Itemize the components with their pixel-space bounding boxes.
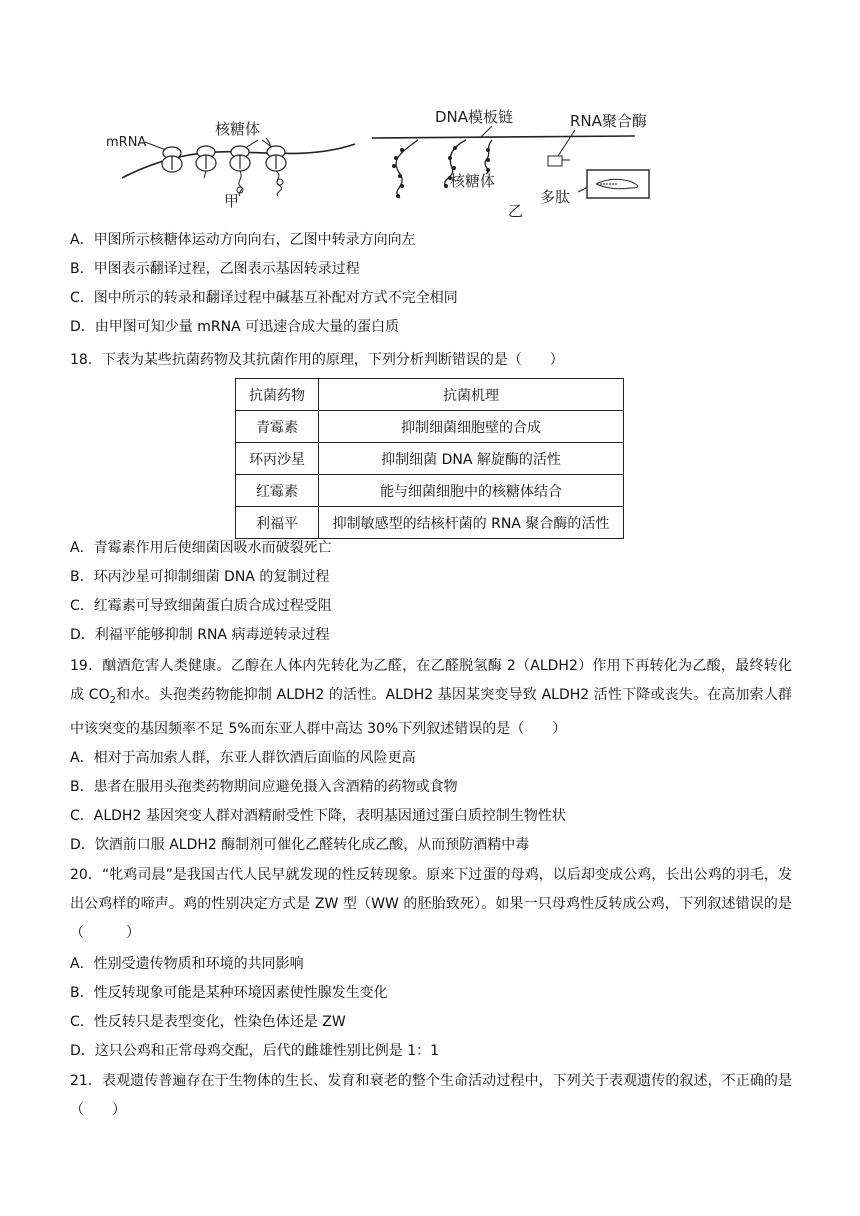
translation-transcription-figure — [100, 98, 670, 218]
q17-option-c: C．图中所示的转录和翻译过程中碱基互补配对方式不完全相同 — [70, 290, 458, 306]
dna-template-label: DNA模板链 — [435, 108, 514, 126]
q20-option-d: D．这只公鸡和正常母鸡交配，后代的雌雄性别比例是 1：1 — [70, 1043, 440, 1059]
q18-option-d: D．利福平能够抑制 RNA 病毒逆转录过程 — [70, 627, 330, 643]
table-cell: 能与细菌细胞中的核糖体结合 — [319, 475, 624, 507]
ribosome-group-left — [162, 146, 286, 172]
q17-option-d: D．由甲图可知少量 mRNA 可迅速合成大量的蛋白质 — [70, 319, 400, 335]
q19-option-a: A．相对于高加索人群，东亚人群饮酒后面临的风险更高 — [70, 750, 416, 766]
q20-stem: 20．“牝鸡司晨”是我国古代人民早就发现的性反转现象。原来下过蛋的母鸡，以后却变成公鸡，长出公鸡的羽毛，发出公鸡样的啼声。鸡的性别决定方式是 ZW 型（WW 的胚胎致死）。如果一只母鸡性反转成公鸡，下列叙述错误的是（ ） — [70, 867, 792, 941]
q18-option-c: C．红霉素可导致细菌蛋白质合成过程受阻 — [70, 598, 332, 614]
q19-stem-part-a: 19．酗酒危害人类健康。乙醇在人体内先转化为乙醛，在乙醛脱氢酶 2（ALDH2）作用下再转化为乙酸，最终转化成 CO — [70, 658, 792, 703]
q18-option-a: A．青霉素作用后使细菌因吸水而破裂死亡 — [70, 540, 332, 556]
q19-stem-part-b: 和水。头孢类药物能抑制 ALDH2 的活性。ALDH2 基因某突变导致 ALDH2 活性下降或丧失。在高加索人群中该突变的基因频率不足 5%而东亚人群中高达 30%下列叙述错误的是（ ） — [70, 687, 792, 737]
table-header-cell: 抗菌药物 — [236, 379, 319, 411]
q17-option-a: A．甲图所示核糖体运动方向向右，乙图中转录方向向左 — [70, 232, 416, 248]
table-cell: 抑制细菌 DNA 解旋酶的活性 — [319, 443, 624, 475]
table-row — [236, 475, 624, 507]
q20-option-a: A．性别受遗传物质和环境的共同影响 — [70, 956, 304, 972]
q18-stem: 18．下表为某些抗菌药物及其抗菌作用的原理，下列分析判断错误的是（ ） — [70, 352, 564, 368]
antibiotic-table — [235, 378, 624, 539]
mrna-label: mRNA — [106, 135, 147, 150]
table-header-row — [236, 379, 624, 411]
q20-option-b: B．性反转现象可能是某种环境因素使性腺发生变化 — [70, 985, 388, 1001]
rna-polymerase-box — [548, 156, 562, 166]
table-header-cell: 抗菌机理 — [319, 379, 624, 411]
q19-option-b: B．患者在服用头孢类药物期间应避免摄入含酒精的药物或食物 — [70, 779, 458, 795]
peptide-label: 多肽 — [540, 188, 571, 206]
dna-template-strand — [372, 136, 635, 138]
table-cell: 红霉素 — [236, 475, 319, 507]
q19-stem-subscript: 2 — [109, 694, 116, 706]
table-cell: 利福平 — [236, 507, 319, 539]
table-row — [236, 507, 624, 539]
rna-polymerase-label: RNA聚合酶 — [570, 112, 647, 130]
q18-option-b: B．环丙沙星可抑制细菌 DNA 的复制过程 — [70, 569, 330, 585]
figure-svg — [100, 98, 670, 218]
table-cell: 抑制细菌细胞壁的合成 — [319, 411, 624, 443]
q20-option-c: C．性反转只是表型变化，性染色体还是 ZW — [70, 1014, 346, 1030]
q21-stem: 21．表观遗传普遍存在于生物体的生长、发育和衰老的整个生命活动过程中，下列关于表观遗传的叙述，不正确的是（ ） — [70, 1073, 792, 1118]
ribosome-label-right: 核糖体 — [450, 172, 496, 190]
table-row — [236, 411, 624, 443]
jia-label: 甲 — [224, 192, 240, 210]
ribosome-label-left: 核糖体 — [215, 120, 261, 138]
q19-option-d: D．饮酒前口服 ALDH2 酶制剂可催化乙醛转化成乙酸，从而预防酒精中毒 — [70, 837, 530, 853]
table-cell: 抑制敏感型的结核杆菌的 RNA 聚合酶的活性 — [319, 507, 624, 539]
q17-option-b: B．甲图表示翻译过程，乙图表示基因转录过程 — [70, 261, 360, 277]
yi-label: 乙 — [508, 202, 524, 218]
q19-option-c: C．ALDH2 基因突变人群对酒精耐受性下降，表明基因通过蛋白质控制生物性状 — [70, 808, 566, 824]
table-cell: 青霉素 — [236, 411, 319, 443]
table-row — [236, 443, 624, 475]
table-cell: 环丙沙星 — [236, 443, 319, 475]
q19-stem — [70, 652, 792, 744]
